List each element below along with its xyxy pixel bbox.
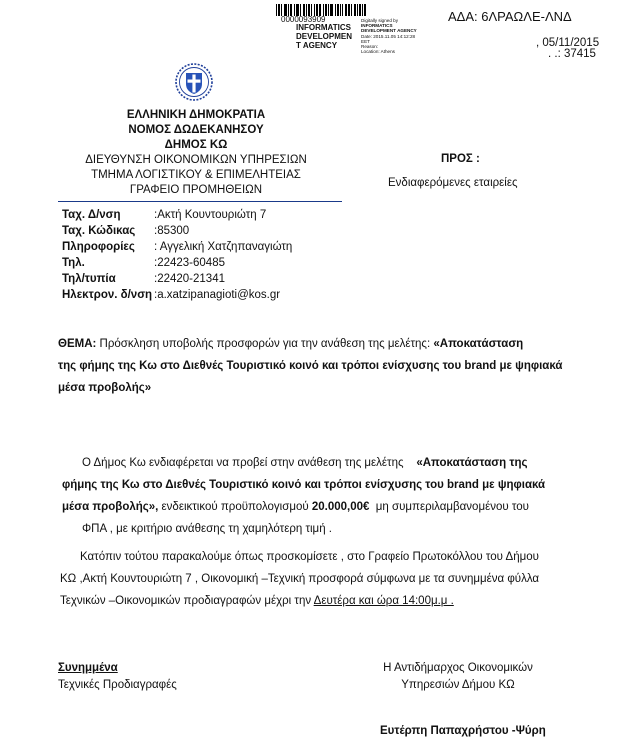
contact-row xyxy=(62,285,280,303)
contact-label: Ταχ. Κώδικας xyxy=(62,225,136,237)
paragraph-invitation: Ο Δήμος Κω ενδιαφέρεται να προβεί στην ανάθεση της μελέτης «Αποκατάσταση της φήμης της Κω στο Διεθνές Τουριστικό κοινό και τρόποι ενίσχυσης του brand με ψηφιακά μέσα προβολής», ενδεικτικού προϋπολογισμού 20.000,00€ μη συμπεριλαμβανομένου του ΦΠΑ , με κριτήριο ανάθεσης τη χαμηλότερη τιμή . xyxy=(62,457,546,535)
contact-label: Πληροφορίες xyxy=(62,241,135,253)
contact-label: Ηλεκτρον. δ/νση xyxy=(62,289,153,301)
attachment-item: Τεχνικές Προδιαγραφές xyxy=(58,679,177,691)
contact-label: Τηλ/τυπία xyxy=(62,273,116,285)
subject-label: ΘΕΜΑ: xyxy=(58,338,97,350)
recipient-label: ΠΡΟΣ : xyxy=(441,153,480,165)
paragraph-instructions: Κατόπιν τούτου παρακαλούμε όπως προσκομίσετε , στο Γραφείο Πρωτοκόλλου του Δήμου ΚΩ ,Ακτή Κουντουριώτη 7 , Οικονομική –Τεχνική προσφορά σύμφωνα με τα συνημμένα φύλλα Τεχνικών –Οικονομικών προδιαγραφών μέχρι την Δευτέρα και ώρα 14:00μ.μ . xyxy=(60,551,540,607)
contact-divider xyxy=(58,201,342,202)
document-date: , 05/11/2015 xyxy=(536,37,600,49)
authority-header: ΕΛΛΗΝΙΚΗ ΔΗΜΟΚΡΑΤΙΑ ΝΟΜΟΣ ΔΩΔΕΚΑΝΗΣΟΥ ΔΗΜΟΣ ΚΩ ΔΙΕΥΘΥΝΣΗ ΟΙΚΟΝΟΜΙΚΩΝ ΥΠΗΡΕΣΙΩΝ ΤΜΗΜΑ ΛΟΓΙΣΤΙΚΟΥ & ΕΠΙΜΕΛΗΤΕΙΑΣ ΓΡΑΦΕΙΟ ΠΡΟΜΗΘΕΙΩΝ xyxy=(85,109,307,196)
signatory-name: Ευτέρπη Παπαχρήστου -Ψύρη xyxy=(380,725,546,737)
signature-details: Digitally signed by INFORMATICS DEVELOPMENT AGENCY Date: 2015.11.05 14:12:28 EET Reason: Location: Athens xyxy=(361,18,417,55)
contact-value[interactable]: :a.xatzipanagioti@kos.gr xyxy=(154,289,281,301)
contact-value: :22423-60485 xyxy=(154,257,225,269)
signer-agency: INFORMATICS DEVELOPMEN T AGENCY xyxy=(296,23,353,50)
signatory-title-2: Υπηρεσιών Δήμου ΚΩ xyxy=(401,679,515,691)
contact-value: :22420-21341 xyxy=(154,273,225,285)
contact-label: Τηλ. xyxy=(62,257,85,269)
greek-emblem-icon xyxy=(175,62,213,102)
protocol-number: . .: 37415 xyxy=(548,48,596,60)
subject-text: Πρόσκληση υποβολής προσφορών για την ανάθεση της μελέτης: xyxy=(99,338,431,350)
subject-title-1: «Αποκατάσταση xyxy=(433,338,524,350)
contact-value: : Αγγελική Χατζηπαναγιώτη xyxy=(154,241,293,253)
contact-value: :Ακτή Κουντουριώτη 7 xyxy=(154,209,267,221)
doc-number: 0000093909 xyxy=(281,15,326,24)
signatory-title-1: Η Αντιδήμαρχος Οικονομικών xyxy=(383,662,533,674)
subject-title-3: μέσα προβολής» xyxy=(58,382,152,394)
subject-title-2: της φήμης της Κω στο Διεθνές Τουριστικό κοινό και τρόποι ενίσχυσης του brand με ψηφιακά xyxy=(58,360,563,372)
recipient-value: Ενδιαφερόμενες εταιρείες xyxy=(388,177,518,189)
contact-value: :85300 xyxy=(154,225,190,237)
attachments-label: Συνημμένα xyxy=(58,662,118,674)
subject-block xyxy=(58,333,568,399)
ada-code: ΑΔΑ: 6ΛΡΑΩΛΕ-ΛΝΔ xyxy=(448,9,572,24)
contact-label: Ταχ. Δ/νση xyxy=(62,209,121,221)
deadline: Δευτέρα και ώρα 14:00μ.μ . xyxy=(313,595,454,607)
